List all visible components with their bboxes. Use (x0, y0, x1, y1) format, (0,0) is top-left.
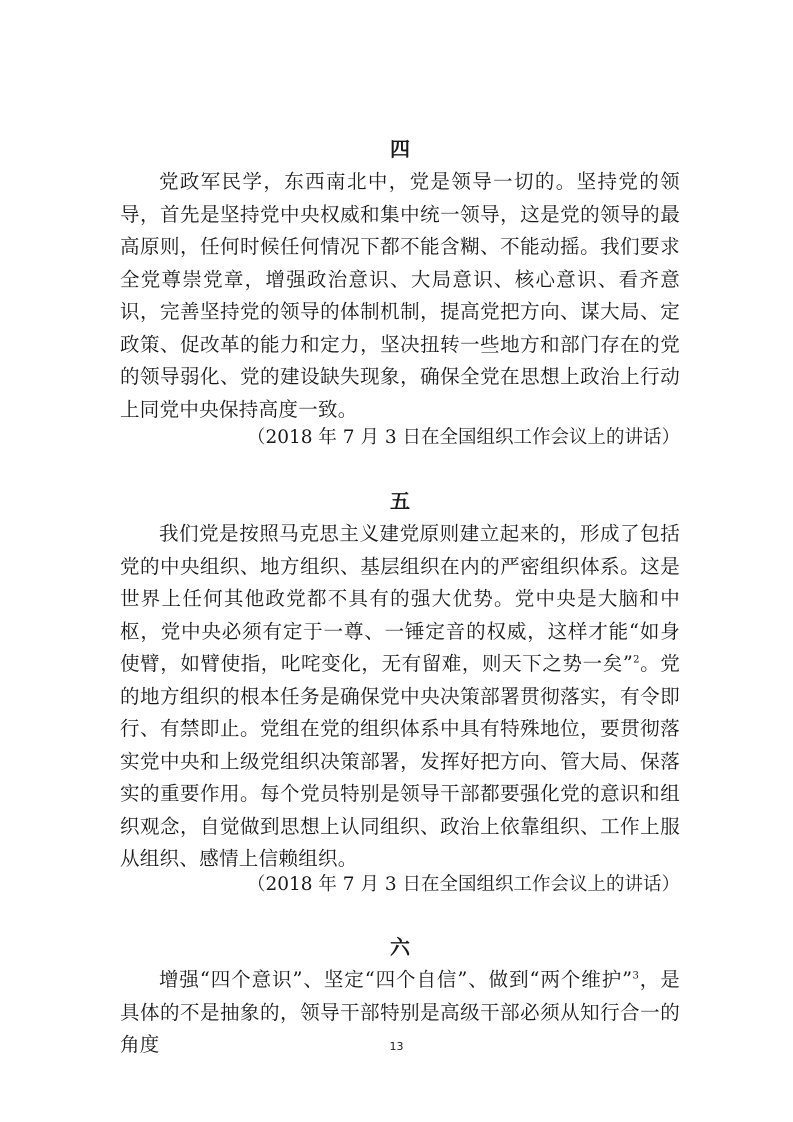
section-paragraph (120, 518, 680, 876)
paragraph-text: 我们党是按照马克思主义建党原则建立起来的，形成了包括党的中央组织、地方组织、基层组织在内的严密组织体系。这是世界上任何其他政党都不具有的强大优势。党中央是大脑和中枢，党中央必须有定于一尊、一锤定音的权威，这样才能“如身使臂，如臂使指，叱咤变化，无有留难，则天下之势一矣” (120, 522, 680, 675)
section-heading: 六 (390, 935, 410, 959)
section-five (120, 484, 680, 876)
page-number: 13 (389, 1040, 404, 1053)
section-heading: 四 (390, 137, 410, 161)
paragraph-text: 。党的地方组织的根本任务是确保党中央决策部署贯彻落实，有令即行、有禁即止。党组在党的组织体系中具有特殊地位，要贯彻落实党中央和上级党组织决策部署，发挥好把方向、管大局、保落实的重要作用。每个党员特别是领导干部都要强化党的意识和组织观念，自觉做到思想上认同组织、政治上依靠组织、工作上服从组织、感情上信赖组织。 (120, 652, 680, 870)
paragraph-text: 增强“四个意识”、坚定“四个自信”、做到“两个维护” (159, 968, 633, 991)
section-paragraph: 党政军民学，东西南北中，党是领导一切的。坚持党的领导，首先是坚持党中央权威和集中统一领导，这是党的领导的最高原则，任何时候任何情况下都不能含糊、不能动摇。我们要求全党尊崇党章，增强政治意识、大局意识、核心意识、看齐意识，完善坚持党的领导的体制机制，提高党把方向、谋大局、定政策、促改革的能力和定力，坚决扭转一些地方和部门存在的党的领导弱化、党的建设缺失现象，确保全党在思想上政治上行动上同党中央保持高度一致。 (120, 170, 680, 421)
paragraph-text: ，是具体的不是抽象的，领导干部特别是高级干部必须从知行合一的角度 (120, 968, 680, 1056)
footnote-marker: 2 (633, 654, 640, 666)
footnote-marker: 3 (632, 970, 640, 982)
speech-source: （2018 年 7 月 3 日在全国组织工作会议上的讲话） (246, 874, 680, 895)
section-four (120, 132, 680, 426)
speech-source: （2018 年 7 月 3 日在全国组织工作会议上的讲话） (246, 427, 680, 448)
section-heading: 五 (390, 489, 410, 513)
